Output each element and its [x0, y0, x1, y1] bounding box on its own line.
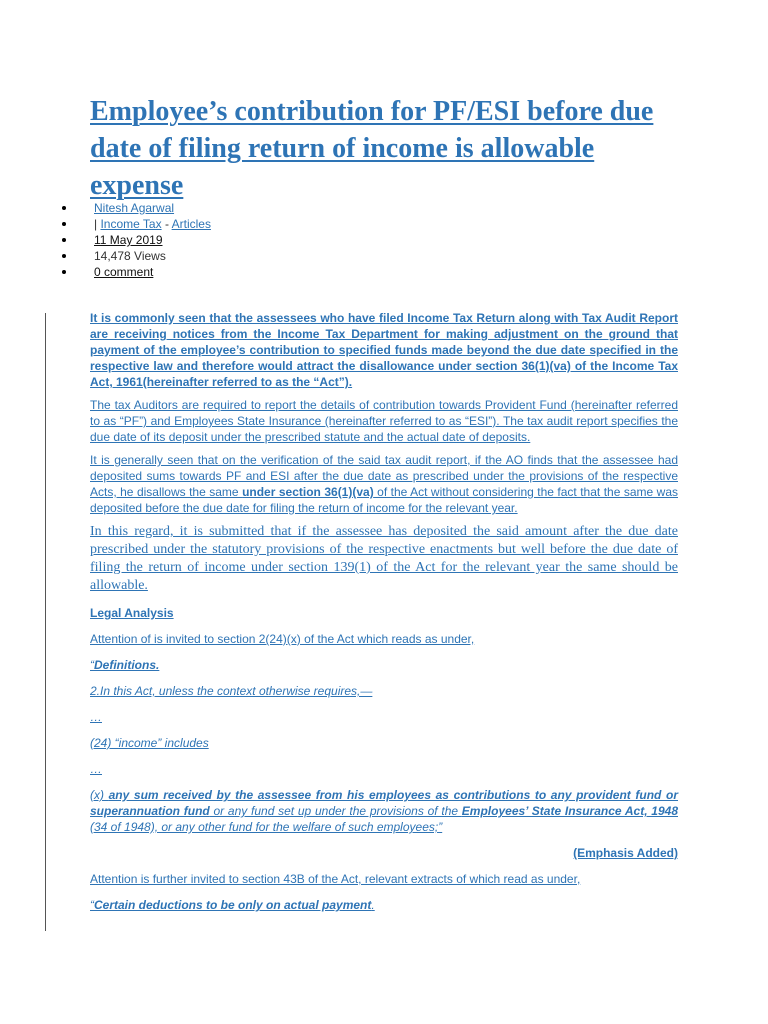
meta-comments-item [62, 264, 362, 280]
intro-paragraph: It is commonly seen that the assessees who have filed Income Tax Return along with Tax Audit Report are receiving notices from the Income Tax Department for making adjustment on the ground that payment of the employee’s contribution to specified funds made beyond the due date specified in the respective law and therefore would attract the disallowance under section 36(1)(va) of the Income Tax Act, 1961(hereinafter referred to as the “Act”). [90, 311, 678, 389]
bullet-icon [62, 254, 66, 258]
certain-deductions-heading: “Certain deductions to be only on actual payment. [90, 898, 375, 912]
ellipsis-1: … [90, 710, 102, 724]
meta-category-item [62, 216, 362, 232]
meta-author-item [62, 200, 362, 216]
margin-rule [45, 313, 46, 931]
submission-paragraph: In this regard, it is submitted that if the assessee has deposited the said amount after the due date prescribed under the statutory provisions of the respective enactments but well before the due date of filing the return of income under section 139(1) of the Act for the relevant year the same should be allowable. [90, 524, 678, 593]
meta-separator: | [94, 217, 101, 231]
section-link[interactable]: Articles [171, 217, 211, 231]
definitions-heading: “Definitions. [90, 658, 160, 672]
bullet-icon [62, 222, 66, 226]
emphasis-note: (Emphasis Added) [573, 846, 678, 860]
view-count: 14,478 Views [94, 249, 166, 263]
quote-clause-x: (x) any sum received by the assessee from his employees as contributions to any provident fund or superannuation fund or any fund set up under the provisions of the Employees’ State Insurance Act, 1948 (34 of 1948), or any other fund for the welfare of such employees;” [90, 788, 678, 834]
section-43b-intro: Attention is further invited to section 43B of the Act, relevant extracts of which read as under, [90, 872, 581, 886]
legal-analysis-heading: Legal Analysis [90, 606, 174, 620]
meta-date-item [62, 232, 362, 248]
author-link[interactable]: Nitesh Agarwal [94, 201, 175, 215]
article-body [90, 310, 678, 913]
category-link[interactable]: Income Tax [100, 217, 162, 231]
meta-separator: - [161, 217, 172, 231]
publish-date: 11 May 2019 [94, 233, 163, 247]
ellipsis-2: … [90, 762, 102, 776]
meta-views-item [62, 248, 362, 264]
verification-paragraph: It is generally seen that on the verification of the said tax audit report, if the AO finds that the assessee had deposited sums towards PF and ESI after the due date as prescribed under the provisions of the respective Acts, he disallows the same under section 36(1)(va) of the Act without considering the fact that the same was deposited before the due date for filing the return of income for the relevant year. [90, 453, 678, 515]
bullet-icon [62, 206, 66, 210]
bullet-icon [62, 270, 66, 274]
comments-link[interactable]: 0 comment [94, 265, 154, 279]
article-title: Employee’s contribution for PF/ESI before due date of filing return of income is allowable expense [90, 96, 654, 201]
section-2-24-intro: Attention of is invited to section 2(24)(x) of the Act which reads as under, [90, 632, 475, 646]
tax-auditors-paragraph: The tax Auditors are required to report the details of contribution towards Provident Fund (hereinafter referred to as “PF”) and Employees State Insurance (hereinafter referred to as “ESI”). The tax audit report specifies the due date of its deposit under the prescribed statute and the actual date of deposits. [90, 398, 678, 444]
article-meta-list [62, 200, 362, 280]
quote-clause-2: 2.In this Act, unless the context otherwise requires,— [90, 684, 373, 698]
bullet-icon [62, 238, 66, 242]
quote-clause-24: (24) “income” includes [90, 736, 209, 750]
